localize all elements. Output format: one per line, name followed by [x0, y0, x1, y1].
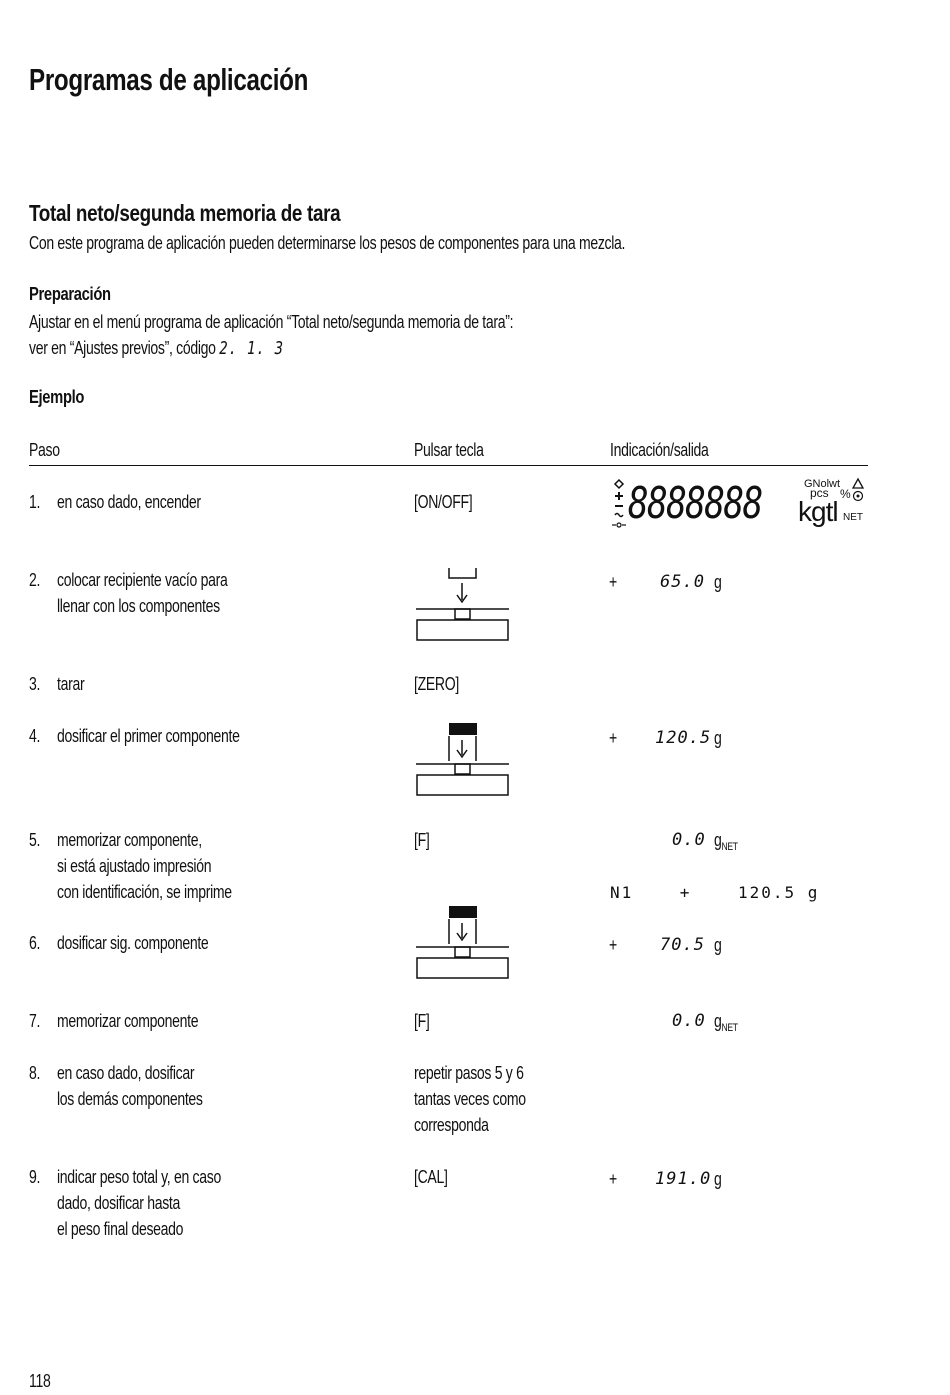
step-text: memorizar componente — [57, 1011, 199, 1031]
key-on-off: [ON/OFF] — [414, 492, 473, 512]
step-text: indicar peso total y, en caso — [57, 1167, 221, 1187]
readout-sign: + — [609, 1169, 617, 1189]
step-number: 9. — [29, 1167, 41, 1187]
header-rule — [29, 465, 868, 466]
readout-sign: + — [609, 935, 617, 955]
readout-value: 120.5 — [655, 728, 712, 748]
step-text: si está ajustado impresión — [57, 856, 212, 876]
key-cal: [CAL] — [414, 1167, 448, 1187]
key-zero: [ZERO] — [414, 674, 459, 694]
step-text: en caso dado, encender — [57, 492, 201, 512]
lcd-all-segments-display — [612, 476, 868, 534]
key-f: [F] — [414, 830, 430, 850]
step-text: dosificar sig. componente — [57, 933, 209, 953]
step-text: dado, dosificar hasta — [57, 1193, 181, 1213]
step-text: llenar con los componentes — [57, 596, 220, 616]
readout-unit: g — [714, 728, 722, 748]
lcd-digits: 8888888 — [628, 478, 762, 529]
preparation-line-2: ver en “Ajustes previos”, código 2. 1. 3 — [29, 338, 284, 359]
section-title: Total neto/segunda memoria de tara — [29, 200, 341, 226]
step-text: tarar — [57, 674, 85, 694]
readout-value: 70.5 — [660, 935, 705, 955]
warning-triangle-icon — [852, 478, 864, 490]
key-instruction: corresponda — [414, 1115, 489, 1135]
intro-text: Con este programa de aplicación pueden determinarse los pesos de componentes para una mezcla. — [29, 233, 626, 253]
readout-unit: g — [714, 935, 722, 955]
preparation-line-1: Ajustar en el menú programa de aplicación “Total neto/segunda memoria de tara”: — [29, 312, 514, 332]
dose-component-icon — [416, 722, 510, 798]
dose-next-component-icon — [416, 905, 510, 981]
step-text: en caso dado, dosificar — [57, 1063, 195, 1083]
readout-value: 0.0 — [672, 830, 706, 850]
step-number: 4. — [29, 726, 41, 746]
column-header-display: Indicación/salida — [610, 440, 709, 460]
lcd-flags-top: GNolwt — [804, 478, 841, 490]
preparation-code: 2. 1. 3 — [219, 338, 284, 359]
column-header-key: Pulsar tecla — [414, 440, 484, 460]
key-f: [F] — [414, 1011, 430, 1031]
readout-value: 191.0 — [655, 1169, 712, 1189]
readout-net-subscript: NET — [721, 841, 738, 853]
example-heading: Ejemplo — [29, 387, 85, 407]
readout-unit: $g_{NET}$ — [714, 1011, 738, 1034]
page-number: 118 — [29, 1371, 51, 1391]
step-number: 5. — [29, 830, 41, 850]
step-number: 2. — [29, 570, 41, 590]
lcd-unit-segments: kgtl — [798, 496, 838, 527]
readout-net-subscript: NET — [721, 1022, 738, 1034]
readout-unit: g — [714, 1169, 722, 1189]
key-instruction: repetir pasos 5 y 6 — [414, 1063, 524, 1083]
column-header-step: Paso — [29, 440, 60, 460]
step-number: 6. — [29, 933, 41, 953]
step-number: 1. — [29, 492, 41, 512]
step-text: dosificar el primer componente — [57, 726, 240, 746]
readout-value: 0.0 — [672, 1011, 706, 1031]
lcd-net-label: NET — [843, 512, 863, 523]
place-empty-container-icon — [416, 567, 510, 643]
step-number: 7. — [29, 1011, 41, 1031]
step-text: el peso final deseado — [57, 1219, 184, 1239]
page-title: Programas de aplicación — [29, 62, 309, 97]
step-number: 3. — [29, 674, 41, 694]
key-instruction: tantas veces como — [414, 1089, 526, 1109]
step-text: los demás componentes — [57, 1089, 203, 1109]
step-text: con identificación, se imprime — [57, 882, 232, 902]
lcd-percent-label: % — [840, 487, 851, 501]
readout-sign: + — [609, 728, 617, 748]
stability-circle-icon — [852, 490, 864, 502]
preparation-heading: Preparación — [29, 284, 111, 304]
readout-value: 65.0 — [660, 572, 705, 592]
printout-line: N1 + 120.5 g — [610, 883, 820, 902]
step-text: memorizar componente, — [57, 830, 202, 850]
step-number: 8. — [29, 1063, 41, 1083]
lcd-pcs-label: pcs — [810, 486, 829, 500]
readout-unit: $g_{NET}$ — [714, 830, 738, 853]
readout-unit: g — [714, 572, 722, 592]
step-text: colocar recipiente vacío para — [57, 570, 228, 590]
readout-sign: + — [609, 572, 617, 592]
